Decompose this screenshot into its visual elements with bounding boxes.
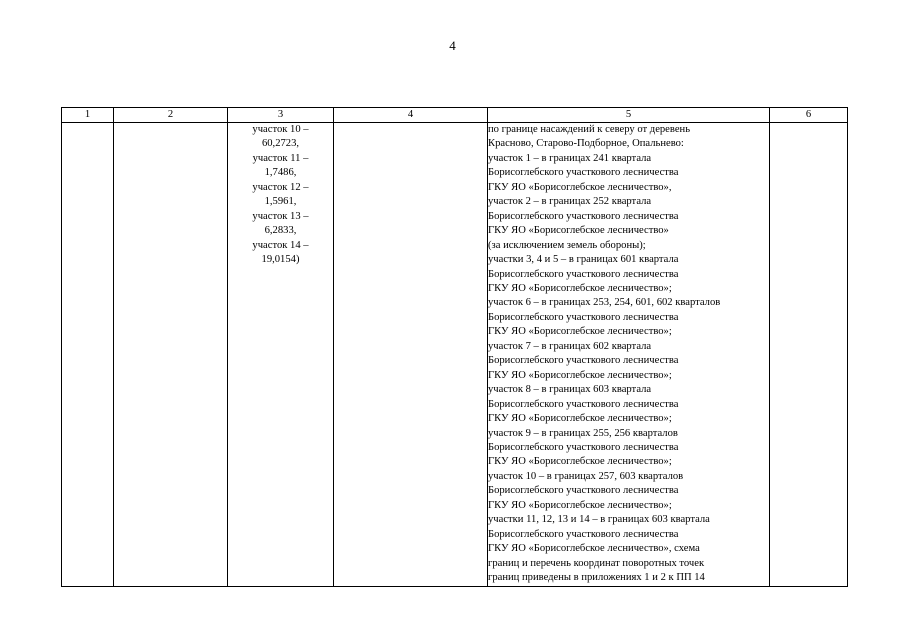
- cell-col-4: [334, 123, 488, 587]
- area-text-line: участок 12 –: [252, 181, 309, 193]
- area-text-line: 1,5961,: [264, 196, 297, 208]
- area-text-line: участок 13 –: [252, 210, 309, 222]
- description-text-line: Борисоглебского участкового лесничества: [488, 398, 679, 410]
- cell-col-5: [488, 123, 770, 587]
- area-text-line: участок 10 –: [252, 124, 309, 135]
- description-text-line: Борисоглебского участкового лесничества: [488, 210, 679, 222]
- page-number: 4: [449, 38, 456, 53]
- description-text-line: участок 1 – в границах 241 квартала: [488, 152, 652, 164]
- description-text-line: Борисоглебского участкового лесничества: [488, 485, 679, 497]
- description-text-line: (за исключением земель обороны);: [488, 239, 646, 251]
- description-text-line: Борисоглебского участкового лесничества: [488, 528, 679, 540]
- description-text-line: участок 9 – в границах 255, 256 кварталов: [488, 427, 678, 439]
- cell-col-6: [770, 123, 848, 587]
- header-cell-2: 2: [114, 108, 228, 123]
- description-text-line: границ и перечень координат поворотных точек: [488, 557, 705, 569]
- cell-col-1: [62, 123, 114, 587]
- header-cell-1: 1: [62, 108, 114, 123]
- description-text-line: ГКУ ЯО «Борисоглебское лесничество»,: [488, 181, 672, 193]
- header-cell-6: 6: [770, 108, 848, 123]
- area-text-line: участок 14 –: [252, 239, 309, 251]
- description-text-line: ГКУ ЯО «Борисоглебское лесничество»;: [488, 326, 672, 338]
- table-row: [62, 123, 848, 587]
- description-text-line: участки 11, 12, 13 и 14 – в границах 603 квартала: [488, 514, 710, 526]
- description-text-line: ГКУ ЯО «Борисоглебское лесничество»;: [488, 369, 672, 381]
- area-text-line: 1,7486,: [264, 167, 297, 179]
- area-text-line: 60,2723,: [261, 138, 300, 150]
- area-text-line: 19,0154): [261, 254, 300, 266]
- description-text-line: ГКУ ЯО «Борисоглебское лесничество»: [488, 225, 669, 237]
- description-text-line: ГКУ ЯО «Борисоглебское лесничество»;: [488, 456, 672, 468]
- area-text-line: участок 11 –: [252, 152, 309, 164]
- description-text-line: Красново, Старово-Подборное, Опальнево:: [488, 138, 684, 150]
- cell-col-3: [228, 123, 334, 587]
- description-text-line: ГКУ ЯО «Борисоглебское лесничество»;: [488, 282, 672, 294]
- description-text-line: участок 2 – в границах 252 квартала: [488, 196, 652, 208]
- document-table: [61, 107, 848, 587]
- description-text-line: Борисоглебского участкового лесничества: [488, 167, 679, 179]
- cell-col-2: [114, 123, 228, 587]
- description-text-line: участок 10 – в границах 257, 603 кварталов: [488, 470, 684, 482]
- area-text-line: 6,2833,: [264, 225, 297, 237]
- header-cell-5: 5: [488, 108, 770, 123]
- description-text-line: Борисоглебского участкового лесничества: [488, 441, 679, 453]
- description-text-line: ГКУ ЯО «Борисоглебское лесничество»;: [488, 499, 672, 511]
- description-text-line: ГКУ ЯО «Борисоглебское лесничество»;: [488, 413, 672, 425]
- description-text-line: Борисоглебского участкового лесничества: [488, 355, 679, 367]
- description-text-line: границ приведены в приложениях 1 и 2 к ПП 14: [488, 572, 705, 584]
- table-header-row: [62, 108, 848, 123]
- description-text-line: участки 3, 4 и 5 – в границах 601 квартала: [488, 254, 679, 266]
- header-cell-4: 4: [334, 108, 488, 123]
- description-text-line: участок 7 – в границах 602 квартала: [488, 340, 652, 352]
- description-text-line: участок 8 – в границах 603 квартала: [488, 384, 652, 396]
- description-text-line: по границе насаждений к северу от деревень: [488, 124, 691, 135]
- description-text-line: Борисоглебского участкового лесничества: [488, 311, 679, 323]
- description-text-line: участок 6 – в границах 253, 254, 601, 602 кварталов: [488, 297, 721, 309]
- description-text-line: Борисоглебского участкового лесничества: [488, 268, 679, 280]
- header-cell-3: 3: [228, 108, 334, 123]
- description-text-line: ГКУ ЯО «Борисоглебское лесничество», схема: [488, 543, 700, 555]
